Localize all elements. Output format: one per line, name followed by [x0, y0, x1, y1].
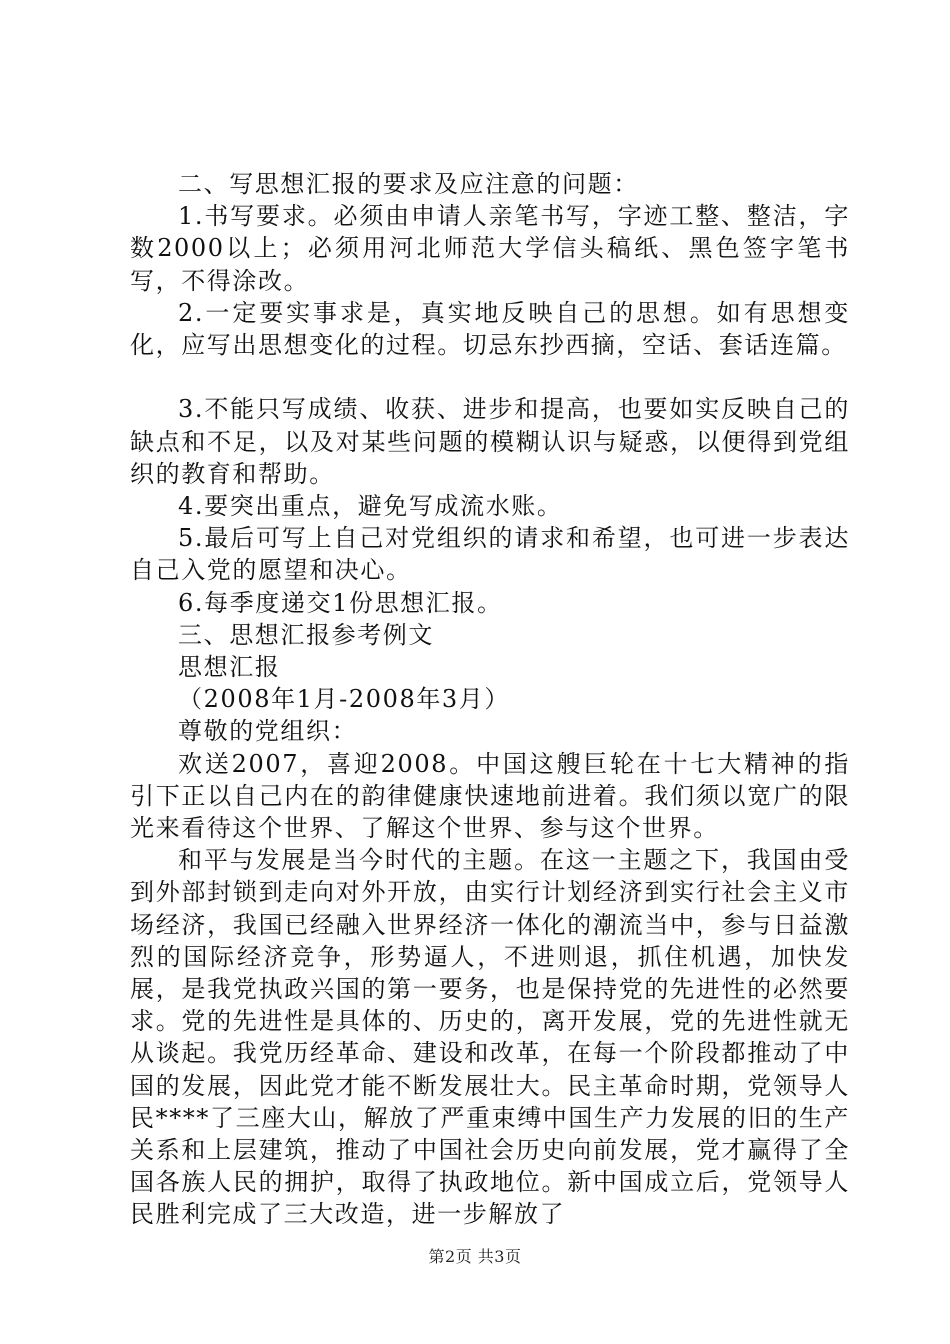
paragraph-item-5: 5.最后可写上自己对党组织的请求和希望，也可进一步表达自己入党的愿望和决心。 — [130, 524, 850, 585]
paragraph-item-2: 2.一定要实事求是，真实地反映自己的思想。如有思想变化，应写出思想变化的过程。切忌东抄西摘，空话、套话连篇。 — [130, 298, 850, 360]
paragraph-item-6: 6.每季度递交1份思想汇报。 — [178, 588, 503, 617]
paragraph-item-4: 4.要突出重点，避免写成流水账。 — [178, 492, 563, 521]
report-date-range: （2008年1月-2008年3月） — [178, 685, 511, 714]
report-salutation: 尊敬的党组织： — [178, 717, 358, 746]
section-heading-example: 三、思想汇报参考例文 — [178, 620, 434, 649]
document-body — [130, 168, 850, 1231]
paragraph-item-1: 1.书写要求。必须由申请人亲笔书写，字迹工整、整洁，字数2000以上；必须用河北师范大学信头稿纸、黑色签字笔书写，不得涂改。 — [130, 202, 850, 295]
report-paragraph-1: 欢送2007，喜迎2008。中国这艘巨轮在十七大精神的指引下正以自己内在的韵律健康快速地前进着。我们须以宽广的限光来看待这个世界、了解这个世界、参与这个世界。 — [130, 749, 850, 843]
paragraph-item-3: 3.不能只写成绩、收获、进步和提高，也要如实反映自己的缺点和不足，以及对某些问题的模糊认识与疑惑，以便得到党组织的教育和帮助。 — [130, 395, 850, 488]
section-heading-requirements: 二、写思想汇报的要求及应注意的问题： — [178, 170, 639, 198]
blank-line — [130, 361, 850, 393]
page-number-footer: 第2页 共3页 — [428, 1247, 522, 1266]
report-paragraph-2: 和平与发展是当今时代的主题。在这一主题之下，我国由受到外部封锁到走向对外开放，由实行计划经济到实行社会主义市场经济，我国已经融入世界经济一体化的潮流当中，参与日益激烈的国际经济竞争，形势逼人，不进则退，抓住机遇，加快发展，是我党执政兴国的第一要务，也是保持党的先进性的必然要求。党的先进性是具体的、历史的，离开发展，党的先进性就无从谈起。我党历经革命、建设和改革，在每一个阶段都推动了中国的发展，因此党才能不断发展壮大。民主革命时期，党领导人民****了三座大山，解放了严重束缚中国生产力发展的旧的生产关系和上层建筑，推动了中国社会历史向前发展，党才赢得了全国各族人民的拥护，取得了执政地位。新中国成立后，党领导人民胜利完成了三大改造，进一步解放了 — [130, 846, 850, 1229]
report-title: 思想汇报 — [178, 653, 281, 682]
